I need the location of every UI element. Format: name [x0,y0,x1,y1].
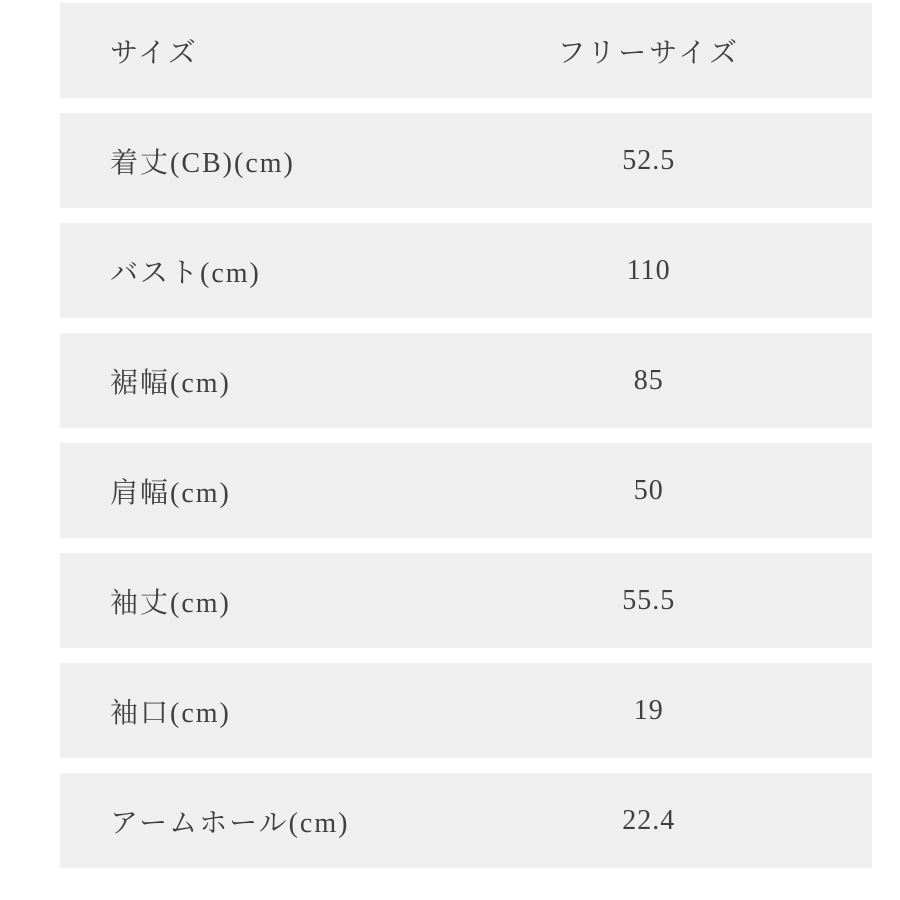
measurement-label: 袖口(cm) [110,697,231,729]
free-size-column-header: フリーサイズ [557,37,741,69]
measurement-value: 52.5 [622,144,676,176]
table-row [60,773,872,868]
table-row [60,663,872,758]
table-row [60,333,872,428]
table-row [60,223,872,318]
measurement-value: 50 [633,474,664,506]
header-row [60,3,872,98]
measurement-value: 110 [626,254,671,286]
size-column-header: サイズ [110,37,198,69]
measurement-label: 着丈(CB)(cm) [110,147,295,179]
table-row [60,443,872,538]
measurement-label: 肩幅(cm) [110,477,231,509]
measurement-label: アームホール(cm) [110,807,350,839]
measurement-value: 85 [633,364,664,396]
measurement-label: バスト(cm) [110,257,261,289]
measurement-label: 裾幅(cm) [110,367,231,399]
table-row [60,553,872,648]
measurement-label: 袖丈(cm) [110,587,231,619]
table-row [60,113,872,208]
measurement-value: 55.5 [622,584,676,616]
measurement-value: 19 [633,694,664,726]
size-table [60,3,872,868]
measurement-value: 22.4 [622,804,676,836]
